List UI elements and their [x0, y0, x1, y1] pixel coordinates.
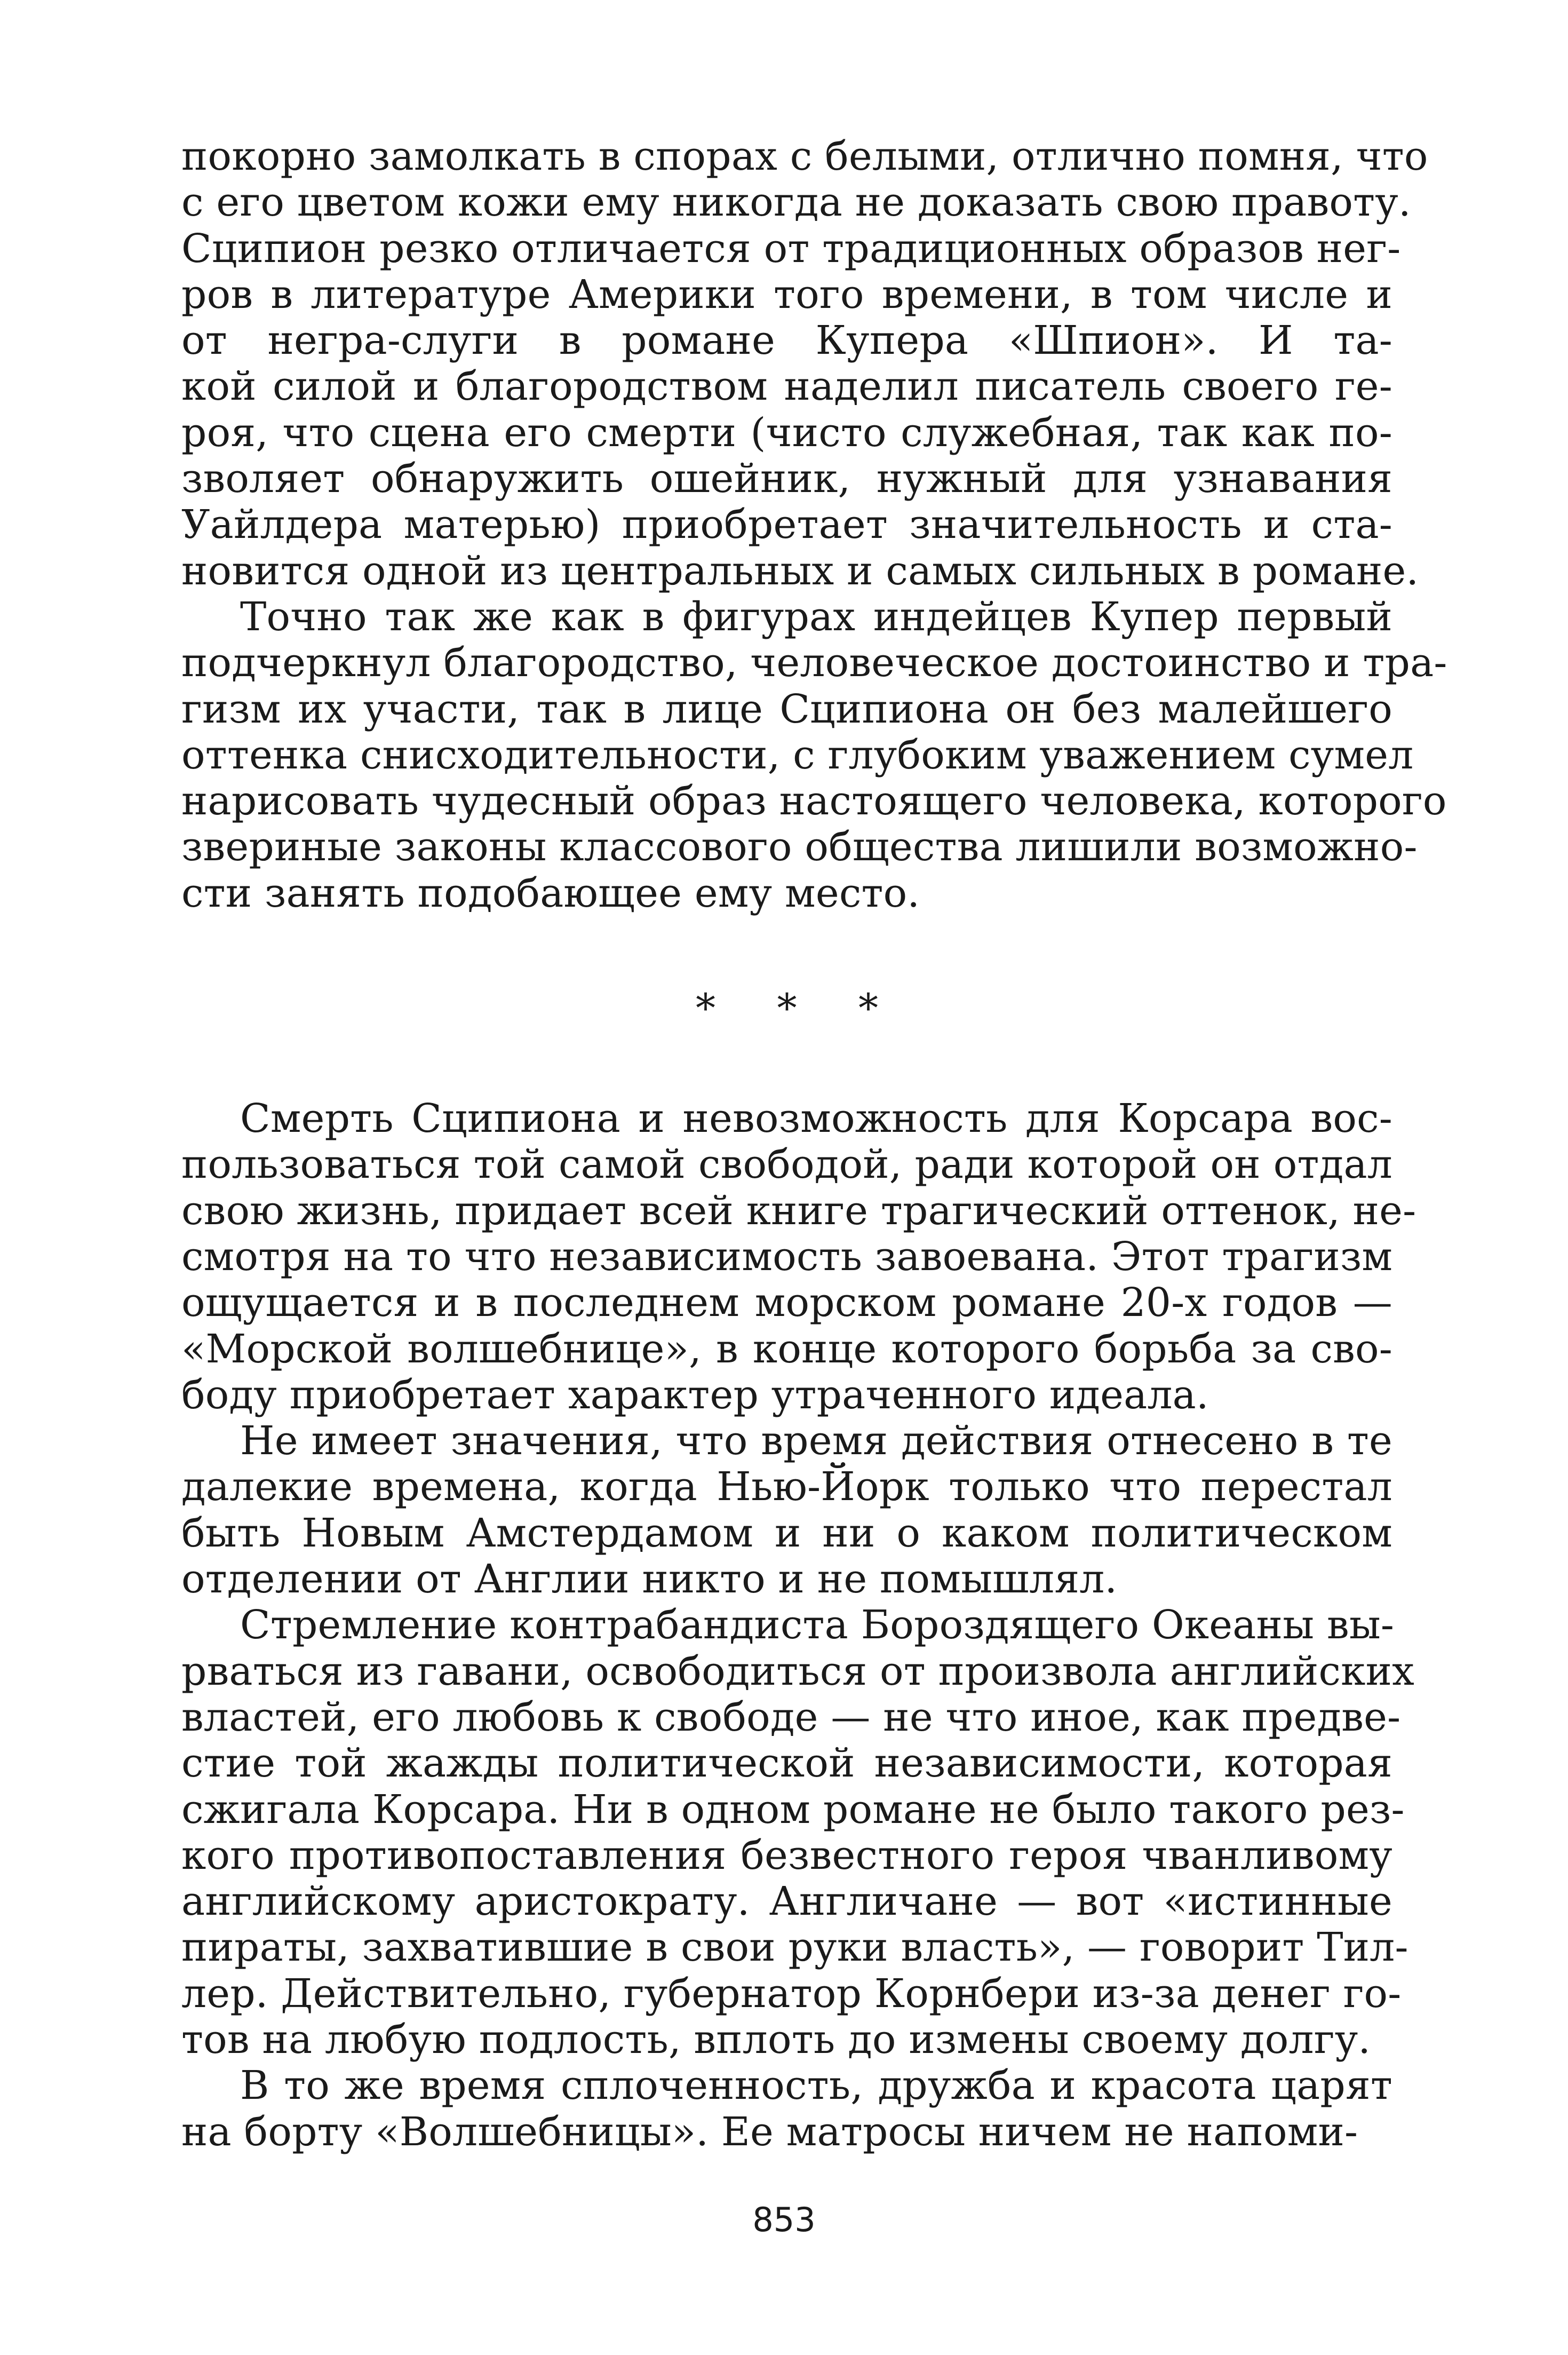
text-line: Не имеет значения, что время действия отнесено в те — [240, 1418, 1392, 1464]
text-line: новится одной из центральных и самых сильных в романе. — [181, 548, 1419, 594]
paragraph — [181, 2063, 1392, 2155]
paragraph — [181, 593, 1447, 916]
text-line: покорно замолкать в спорах с белыми, отлично помня, что — [181, 133, 1428, 179]
text-line: кого противопоставления безвестного героя чванливому — [181, 1832, 1392, 1878]
text-line: смотря на то что независимость завоевана. Этот трагизм — [181, 1233, 1393, 1280]
text-line: сти занять подобающее ему место. — [181, 870, 920, 916]
paragraphs-before-separator — [181, 133, 1447, 916]
paragraph — [181, 1418, 1392, 1602]
text-line: Уайлдера матерью) приобретает значительность и ста- — [181, 502, 1392, 548]
text-line: властей, его любовь к свободе — не что иное, как предве- — [181, 1694, 1401, 1740]
text-line: пользоваться той самой свободой, ради которой он отдал — [181, 1141, 1392, 1188]
section-separator: * * * — [695, 986, 903, 1032]
text-line: отделении от Англии никто и не помышлял. — [181, 1556, 1118, 1603]
body-text — [181, 133, 1447, 2155]
text-line: кой силой и благородством наделил писатель своего ге- — [181, 363, 1392, 410]
text-line: сжигала Корсара. Ни в одном романе не было такого рез- — [181, 1786, 1405, 1833]
text-line: лер. Действительно, губернатор Корнбери из-за денег го- — [181, 1970, 1402, 2017]
text-line: Точно так же как в фигурах индейцев Купер первый — [240, 593, 1392, 640]
paragraph — [181, 1602, 1415, 2063]
text-line: Стремление контрабандиста Бороздящего Океаны вы- — [240, 1602, 1395, 1648]
text-line: тов на любую подлость, вплоть до измены своему долгу. — [181, 2016, 1371, 2063]
text-line: гизм их участи, так в лице Сципиона он без малейшего — [181, 686, 1392, 732]
text-line: боду приобретает характер утраченного идеала. — [181, 1371, 1209, 1418]
text-line: пираты, захватившие в свои руки власть», — говорит Тил- — [181, 1924, 1408, 1971]
text-line: с его цветом кожи ему никогда не доказать свою правоту. — [181, 179, 1411, 226]
text-line: В то же время сплоченность, дружба и красота царят — [240, 2063, 1392, 2109]
text-line: на борту «Волшебницы». Ее матросы ничем не напоми- — [181, 2108, 1358, 2155]
paragraph — [181, 133, 1428, 594]
text-line: рваться из гавани, освободиться от произвола английских — [181, 1648, 1415, 1694]
text-line: роя, что сцена его смерти (чисто служебная, так как по- — [181, 409, 1392, 456]
text-line: Смерть Сципиона и невозможность для Корсара вос- — [240, 1096, 1392, 1142]
text-line: от негра-слуги в романе Купера «Шпион». И та- — [181, 318, 1392, 364]
text-line: быть Новым Амстердамом и ни о каком политическом — [181, 1510, 1392, 1556]
text-line: далекие времена, когда Нью-Йорк только что перестал — [181, 1464, 1392, 1510]
text-line: ощущается и в последнем морском романе 20-х годов — — [181, 1280, 1392, 1326]
text-line: Сципион резко отличается от традиционных образов нег- — [181, 225, 1401, 272]
paragraphs-after-separator — [181, 1096, 1416, 2155]
text-line: стие той жажды политической независимости, которая — [181, 1740, 1392, 1787]
text-line: звериные законы классового общества лишили возможно- — [181, 824, 1418, 870]
paragraph — [181, 1096, 1416, 1418]
page-number: 853 — [752, 2200, 816, 2239]
text-line: зволяет обнаружить ошейник, нужный для узнавания — [181, 456, 1392, 502]
text-line: английскому аристократу. Англичане — вот «истинные — [181, 1878, 1392, 1925]
text-line: нарисовать чудесный образ настоящего человека, которого — [181, 778, 1447, 824]
text-line: свою жизнь, придает всей книге трагический оттенок, не- — [181, 1187, 1416, 1234]
text-line: оттенка снисходительности, с глубоким уважением сумел — [181, 732, 1414, 778]
text-line: «Морской волшебнице», в конце которого борьба за сво- — [181, 1326, 1392, 1372]
text-line: подчеркнул благородство, человеческое достоинство и тра- — [181, 640, 1447, 686]
text-line: ров в литературе Америки того времени, в том числе и — [181, 271, 1392, 318]
